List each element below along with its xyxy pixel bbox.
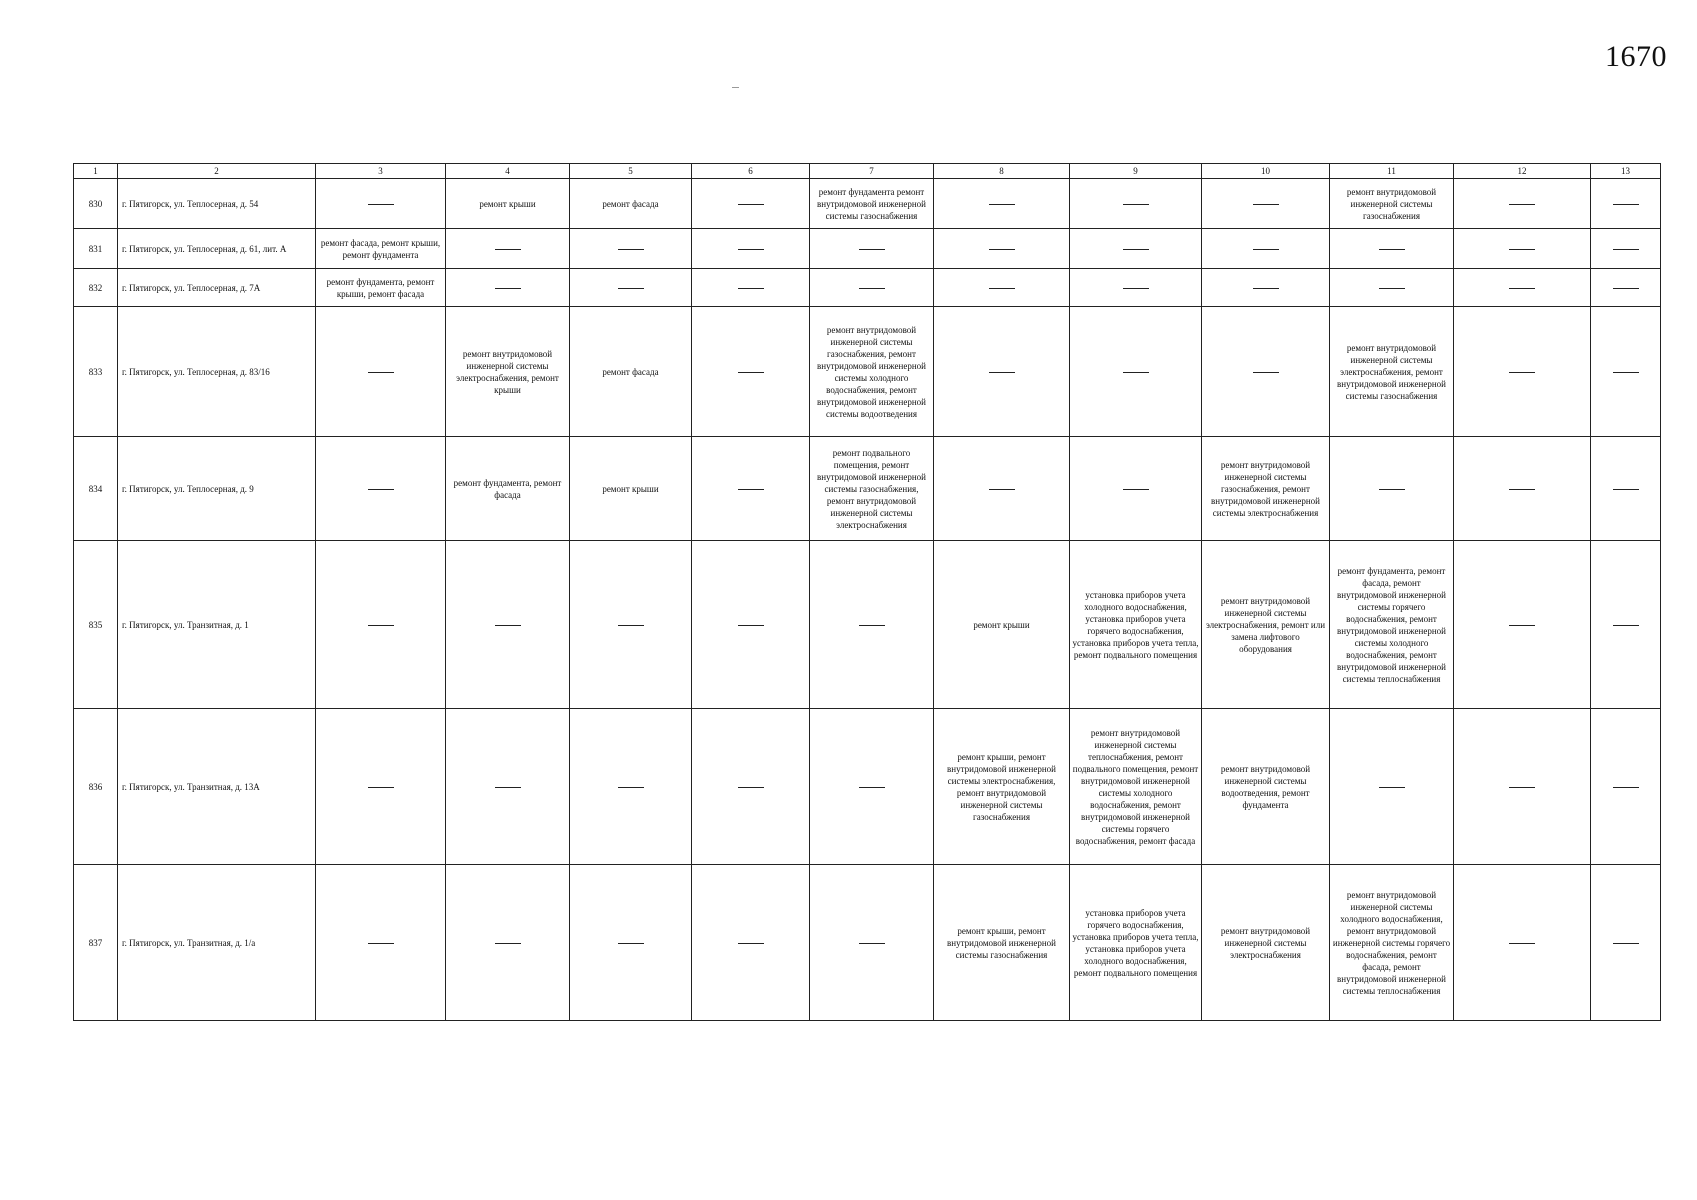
work-cell-col-6	[692, 865, 810, 1021]
work-cell-col-10	[1202, 229, 1330, 269]
work-cell-col-6	[692, 229, 810, 269]
dash-mark	[1509, 625, 1535, 626]
dash-mark	[495, 787, 521, 788]
work-cell-col-11	[1330, 709, 1454, 865]
work-cell-col-5	[570, 229, 692, 269]
column-header-4: 4	[446, 164, 570, 179]
work-cell-col-8	[934, 437, 1070, 541]
work-cell-col-4: ремонт внутридомовой инженерной системы электроснабжения, ремонт крыши	[446, 307, 570, 437]
dash-mark	[495, 288, 521, 289]
work-cell-col-11: ремонт фундамента, ремонт фасада, ремонт внутридомовой инженерной системы горячего водоснабжения, ремонт внутридомовой инженерной системы холодного водоснабжения, ремонт внутридомовой инженерной системы теплоснабжения	[1330, 541, 1454, 709]
dash-mark	[738, 288, 764, 289]
table-row	[74, 307, 1661, 437]
dash-mark	[1253, 288, 1279, 289]
dash-mark	[618, 943, 644, 944]
work-cell-col-4	[446, 865, 570, 1021]
work-cell-col-9	[1070, 437, 1202, 541]
work-cell-col-6	[692, 269, 810, 307]
row-number: 832	[74, 269, 118, 307]
work-cell-col-6	[692, 709, 810, 865]
dash-mark	[859, 249, 885, 250]
work-cell-col-6	[692, 179, 810, 229]
work-cell-col-7	[810, 269, 934, 307]
dash-mark	[1509, 288, 1535, 289]
dash-mark	[1613, 204, 1639, 205]
dash-mark	[738, 625, 764, 626]
dash-mark	[1123, 489, 1149, 490]
address-cell: г. Пятигорск, ул. Теплосерная, д. 9	[118, 437, 316, 541]
column-header-3: 3	[316, 164, 446, 179]
dash-mark	[1509, 489, 1535, 490]
table-row	[74, 541, 1661, 709]
work-cell-col-13	[1591, 865, 1661, 1021]
work-cell-col-11	[1330, 269, 1454, 307]
work-cell-col-11	[1330, 229, 1454, 269]
work-cell-col-9	[1070, 179, 1202, 229]
address-cell: г. Пятигорск, ул. Транзитная, д. 1/а	[118, 865, 316, 1021]
dash-mark	[1123, 288, 1149, 289]
work-cell-col-3: ремонт фундамента, ремонт крыши, ремонт фасада	[316, 269, 446, 307]
dash-mark	[989, 288, 1015, 289]
address-cell: г. Пятигорск, ул. Теплосерная, д. 7А	[118, 269, 316, 307]
dash-mark	[618, 288, 644, 289]
dash-mark	[738, 204, 764, 205]
work-cell-col-12	[1454, 709, 1591, 865]
dash-mark	[368, 625, 394, 626]
work-cell-col-5	[570, 709, 692, 865]
dash-mark	[1613, 372, 1639, 373]
column-header-1: 1	[74, 164, 118, 179]
work-cell-col-8	[934, 269, 1070, 307]
dash-mark	[368, 372, 394, 373]
row-number: 835	[74, 541, 118, 709]
work-cell-col-9: ремонт внутридомовой инженерной системы теплоснабжения, ремонт подвального помещения, ремонт внутридомовой инженерной системы холодного водоснабжения, ремонт внутридомовой инженерной системы горячего водоснабжения, ремонт фасада	[1070, 709, 1202, 865]
work-cell-col-5: ремонт фасада	[570, 307, 692, 437]
scan-artifact	[732, 87, 739, 88]
dash-mark	[1613, 249, 1639, 250]
address-cell: г. Пятигорск, ул. Теплосерная, д. 54	[118, 179, 316, 229]
column-header-9: 9	[1070, 164, 1202, 179]
dash-mark	[368, 489, 394, 490]
dash-mark	[1379, 288, 1405, 289]
dash-mark	[1613, 288, 1639, 289]
work-cell-col-13	[1591, 269, 1661, 307]
work-cell-col-9: установка приборов учета горячего водоснабжения, установка приборов учета тепла, установка приборов учета холодного водоснабжения, ремонт подвального помещения	[1070, 865, 1202, 1021]
work-cell-col-4	[446, 229, 570, 269]
work-cell-col-5	[570, 269, 692, 307]
work-cell-col-3	[316, 541, 446, 709]
work-cell-col-8	[934, 179, 1070, 229]
work-cell-col-10: ремонт внутридомовой инженерной системы электроснабжения	[1202, 865, 1330, 1021]
work-cell-col-5: ремонт крыши	[570, 437, 692, 541]
dash-mark	[738, 249, 764, 250]
dash-mark	[989, 372, 1015, 373]
work-cell-col-11: ремонт внутридомовой инженерной системы холодного водоснабжения, ремонт внутридомовой инженерной системы горячего водоснабжения, ремонт фасада, ремонт внутридомовой инженерной системы теплоснабжения	[1330, 865, 1454, 1021]
dash-mark	[1379, 787, 1405, 788]
work-cell-col-3	[316, 865, 446, 1021]
dash-mark	[368, 787, 394, 788]
work-cell-col-13	[1591, 229, 1661, 269]
work-cell-col-3	[316, 179, 446, 229]
work-cell-col-10	[1202, 269, 1330, 307]
dash-mark	[859, 625, 885, 626]
work-cell-col-10	[1202, 307, 1330, 437]
dash-mark	[495, 249, 521, 250]
dash-mark	[859, 288, 885, 289]
row-number: 836	[74, 709, 118, 865]
work-cell-col-13	[1591, 179, 1661, 229]
work-cell-col-3	[316, 709, 446, 865]
work-cell-col-12	[1454, 179, 1591, 229]
dash-mark	[618, 249, 644, 250]
work-cell-col-9: установка приборов учета холодного водоснабжения, установка приборов учета горячего водоснабжения, установка приборов учета тепла, ремонт подвального помещения	[1070, 541, 1202, 709]
dash-mark	[618, 625, 644, 626]
work-cell-col-10	[1202, 179, 1330, 229]
work-cell-col-3: ремонт фасада, ремонт крыши, ремонт фундамента	[316, 229, 446, 269]
dash-mark	[738, 787, 764, 788]
dash-mark	[989, 489, 1015, 490]
work-cell-col-13	[1591, 437, 1661, 541]
work-cell-col-8: ремонт крыши	[934, 541, 1070, 709]
dash-mark	[1509, 204, 1535, 205]
work-cell-col-8: ремонт крыши, ремонт внутридомовой инженерной системы газоснабжения	[934, 865, 1070, 1021]
table-row	[74, 437, 1661, 541]
address-cell: г. Пятигорск, ул. Теплосерная, д. 83/16	[118, 307, 316, 437]
work-cell-col-7	[810, 865, 934, 1021]
work-cell-col-13	[1591, 541, 1661, 709]
dash-mark	[738, 943, 764, 944]
dash-mark	[618, 787, 644, 788]
work-cell-col-7: ремонт внутридомовой инженерной системы газоснабжения, ремонт внутридомовой инженерной системы холодного водоснабжения, ремонт внутридомовой инженерной системы водоотведения	[810, 307, 934, 437]
work-cell-col-13	[1591, 709, 1661, 865]
dash-mark	[1253, 372, 1279, 373]
work-cell-col-3	[316, 307, 446, 437]
column-header-2: 2	[118, 164, 316, 179]
dash-mark	[1379, 249, 1405, 250]
column-header-7: 7	[810, 164, 934, 179]
dash-mark	[1123, 249, 1149, 250]
dash-mark	[1509, 787, 1535, 788]
work-cell-col-12	[1454, 541, 1591, 709]
dash-mark	[368, 943, 394, 944]
dash-mark	[1509, 372, 1535, 373]
dash-mark	[1613, 625, 1639, 626]
work-cell-col-9	[1070, 307, 1202, 437]
dash-mark	[1613, 787, 1639, 788]
work-cell-col-11	[1330, 437, 1454, 541]
work-cell-col-8	[934, 307, 1070, 437]
dash-mark	[1509, 249, 1535, 250]
table-row	[74, 709, 1661, 865]
table-row	[74, 229, 1661, 269]
dash-mark	[1253, 204, 1279, 205]
work-cell-col-10: ремонт внутридомовой инженерной системы газоснабжения, ремонт внутридомовой инженерной системы электроснабжения	[1202, 437, 1330, 541]
work-cell-col-12	[1454, 269, 1591, 307]
row-number: 837	[74, 865, 118, 1021]
dash-mark	[495, 943, 521, 944]
header-row	[74, 164, 1661, 179]
dash-mark	[989, 249, 1015, 250]
table-row	[74, 269, 1661, 307]
column-header-8: 8	[934, 164, 1070, 179]
dash-mark	[859, 943, 885, 944]
work-cell-col-4	[446, 541, 570, 709]
work-cell-col-4: ремонт фундамента, ремонт фасада	[446, 437, 570, 541]
work-cell-col-5	[570, 541, 692, 709]
column-header-5: 5	[570, 164, 692, 179]
row-number: 831	[74, 229, 118, 269]
dash-mark	[1123, 204, 1149, 205]
table-body	[74, 164, 1661, 1021]
work-cell-col-11: ремонт внутридомовой инженерной системы электроснабжения, ремонт внутридомовой инженерной системы газоснабжения	[1330, 307, 1454, 437]
work-cell-col-10: ремонт внутридомовой инженерной системы водоотведения, ремонт фундамента	[1202, 709, 1330, 865]
work-cell-col-7: ремонт фундамента ремонт внутридомовой инженерной системы газоснабжения	[810, 179, 934, 229]
dash-mark	[495, 625, 521, 626]
dash-mark	[1123, 372, 1149, 373]
work-cell-col-6	[692, 541, 810, 709]
work-cell-col-4: ремонт крыши	[446, 179, 570, 229]
dash-mark	[1613, 943, 1639, 944]
address-cell: г. Пятигорск, ул. Транзитная, д. 1	[118, 541, 316, 709]
work-cell-col-8: ремонт крыши, ремонт внутридомовой инженерной системы электроснабжения, ремонт внутридомовой инженерной системы газоснабжения	[934, 709, 1070, 865]
work-cell-col-7	[810, 709, 934, 865]
work-cell-col-4	[446, 709, 570, 865]
work-cell-col-13	[1591, 307, 1661, 437]
work-cell-col-12	[1454, 437, 1591, 541]
dash-mark	[1613, 489, 1639, 490]
work-cell-col-11: ремонт внутридомовой инженерной системы газоснабжения	[1330, 179, 1454, 229]
column-header-11: 11	[1330, 164, 1454, 179]
work-cell-col-12	[1454, 307, 1591, 437]
work-cell-col-6	[692, 437, 810, 541]
work-cell-col-8	[934, 229, 1070, 269]
row-number: 830	[74, 179, 118, 229]
work-cell-col-7	[810, 541, 934, 709]
dash-mark	[1509, 943, 1535, 944]
work-cell-col-10: ремонт внутридомовой инженерной системы электроснабжения, ремонт или замена лифтового оборудования	[1202, 541, 1330, 709]
work-cell-col-3	[316, 437, 446, 541]
address-cell: г. Пятигорск, ул. Теплосерная, д. 61, лит. А	[118, 229, 316, 269]
work-cell-col-12	[1454, 865, 1591, 1021]
work-cell-col-5	[570, 865, 692, 1021]
dash-mark	[368, 204, 394, 205]
repair-schedule-table-wrap	[73, 163, 1660, 1021]
work-cell-col-4	[446, 269, 570, 307]
work-cell-col-6	[692, 307, 810, 437]
column-header-6: 6	[692, 164, 810, 179]
work-cell-col-12	[1454, 229, 1591, 269]
column-header-12: 12	[1454, 164, 1591, 179]
column-header-10: 10	[1202, 164, 1330, 179]
repair-schedule-table	[73, 163, 1661, 1021]
table-row	[74, 179, 1661, 229]
row-number: 834	[74, 437, 118, 541]
work-cell-col-9	[1070, 269, 1202, 307]
work-cell-col-7	[810, 229, 934, 269]
dash-mark	[989, 204, 1015, 205]
dash-mark	[738, 372, 764, 373]
work-cell-col-5: ремонт фасада	[570, 179, 692, 229]
row-number: 833	[74, 307, 118, 437]
dash-mark	[859, 787, 885, 788]
dash-mark	[738, 489, 764, 490]
column-header-13: 13	[1591, 164, 1661, 179]
work-cell-col-9	[1070, 229, 1202, 269]
dash-mark	[1379, 489, 1405, 490]
page-number: 1670	[1605, 40, 1667, 73]
work-cell-col-7: ремонт подвального помещения, ремонт внутридомовой инженерной системы газоснабжения, ремонт внутридомовой инженерной системы электроснабжения	[810, 437, 934, 541]
table-row	[74, 865, 1661, 1021]
address-cell: г. Пятигорск, ул. Транзитная, д. 13А	[118, 709, 316, 865]
dash-mark	[1253, 249, 1279, 250]
